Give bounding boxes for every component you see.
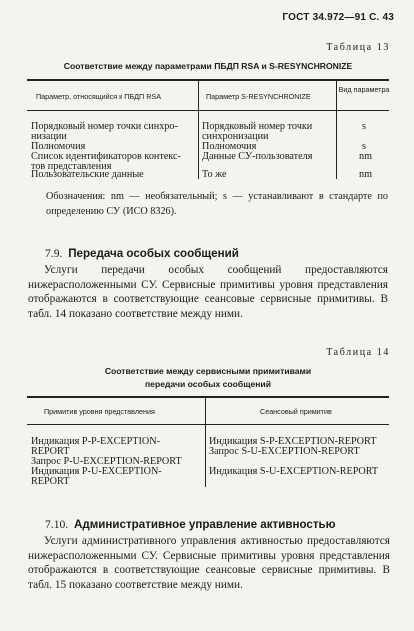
table-14-right-line-2: Запрос S-U-EXCEPTION-REPORT	[209, 446, 360, 457]
table-14-top-rule	[27, 396, 389, 398]
table-14-title-line-1: Соответствие между сервисными примитивами	[104, 366, 312, 376]
table-13-row-4-param: Пользовательские данные	[31, 169, 144, 180]
table-14-body-divider	[205, 425, 206, 487]
table-13-col-header-1: Параметр, относящийся к ПБДП RSA	[36, 92, 161, 101]
section-7-10-heading	[45, 518, 336, 531]
section-7-10-number: 7.10.	[45, 518, 69, 531]
table-13-row-4-resync: То же	[202, 169, 227, 180]
table-13-row-1-resync-line-1: Порядковый номер точки	[202, 121, 313, 132]
table-14-title-line-2: передачи особых сообщений	[144, 379, 272, 389]
section-7-9-number: 7.9.	[45, 247, 63, 260]
table-13-label: Таблица 13	[326, 42, 390, 53]
table-13-header-rule	[27, 110, 389, 111]
table-13-body-divider-1	[198, 111, 199, 179]
table-13-row-2-kind: s	[362, 141, 366, 152]
table-13-header-divider-2	[336, 80, 337, 110]
table-14-header-rule	[27, 424, 389, 425]
table-13-note: Обозначения: nm — необязательный; s — устанавливают в стандарте по определению СУ (ИСО 8326).	[46, 191, 388, 217]
table-14-left-line-2: REPORT	[31, 446, 70, 457]
table-13-row-1-param-line-2: низации	[31, 131, 67, 142]
table-13-row-3-param-line-1: Список идентификаторов контекс-	[31, 151, 181, 162]
table-14-header-divider	[205, 397, 206, 424]
section-7-10-paragraph: Услуги административного управления активностью предоставляются нижерасположенными СУ. Сервисные примитивы уровня представления отображаются в соответствующие сеансовые сервисные примитивы. В табл. 15 показано соответствие между ними.	[28, 535, 390, 591]
table-14-col-header-1: Примитив уровня представления	[44, 407, 155, 416]
table-13-col-header-2: Параметр S-RESYNCHRONIZE	[206, 92, 311, 101]
table-14-left-line-4: Индикация P-U-EXCEPTION-	[31, 466, 162, 477]
section-7-9-heading	[45, 247, 239, 260]
table-13-row-3-kind: nm	[359, 151, 373, 162]
table-13-col-header-3: Вид параметра	[338, 85, 390, 94]
page-header: ГОСТ 34.972—91 С. 43	[282, 12, 394, 23]
table-14-left-line-1: Индикация P-P-EXCEPTION-	[31, 436, 161, 447]
table-13-top-rule	[27, 79, 389, 81]
table-13-row-1-kind: s	[362, 121, 366, 132]
section-7-10-title: Административное управление активностью	[73, 518, 336, 531]
section-7-9-title: Передача особых сообщений	[68, 247, 239, 260]
table-13-title: Соответствие между параметрами ПБДП RSA и S-RESYNCHRONIZE	[63, 61, 353, 71]
table-13-header-divider-1	[198, 80, 199, 110]
table-13-row-1-param-line-1: Порядковый номер точки синхро-	[31, 121, 178, 132]
table-13-body-divider-2	[336, 111, 337, 179]
table-13-row-2-param: Полномочия	[31, 141, 86, 152]
table-13-row-2-resync: Полномочия	[202, 141, 257, 152]
table-13-row-1-resync-line-2: синхронизации	[202, 131, 269, 142]
table-14-right-line-1: Индикация S-P-EXCEPTION-REPORT	[209, 436, 377, 447]
table-14-label: Таблица 14	[326, 347, 390, 358]
table-13-row-3-param-line-2: тов представления	[31, 161, 112, 172]
table-14-left-line-5: REPORT	[31, 476, 70, 487]
table-13-row-4-kind: nm	[359, 169, 373, 180]
table-14-left-line-3: Запрос P-U-EXCEPTION-REPORT	[31, 456, 182, 467]
table-14-col-header-2: Сеансовый примитив	[260, 407, 332, 416]
table-14-right-line-4: Индикация S-U-EXCEPTION-REPORT	[209, 466, 379, 477]
table-13-row-3-resync: Данные СУ-пользователя	[202, 151, 313, 162]
section-7-9-paragraph: Услуги передачи особых сообщений предоставляются нижерасположенными СУ. Сервисные примитивы уровня представления отображаются в соответствующие сеансовые сервисные примитивы. В табл. 14 показано соответствие между ними.	[28, 264, 388, 320]
